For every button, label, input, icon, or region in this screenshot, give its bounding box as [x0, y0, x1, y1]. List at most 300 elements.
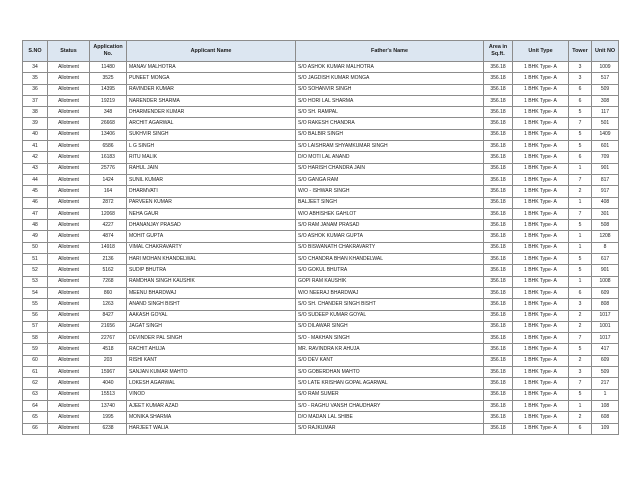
cell-status: Allotment: [48, 220, 90, 231]
cell-applicant-name: VIMAL CHAKRAVARTY: [127, 242, 296, 253]
cell-unit-no: 301: [592, 208, 619, 219]
cell-application-no: 14395: [90, 84, 127, 95]
cell-applicant-name: SUNIL KUMAR: [127, 174, 296, 185]
cell-unit-type: 1 BHK Type- A: [513, 333, 569, 344]
cell-unit-no: 808: [592, 299, 619, 310]
cell-sno: 64: [23, 400, 48, 411]
cell-applicant-name: SUKHVIR SINGH: [127, 129, 296, 140]
cell-status: Allotment: [48, 310, 90, 321]
cell-unit-type: 1 BHK Type- A: [513, 152, 569, 163]
cell-applicant-name: PARVEEN KUMAR: [127, 197, 296, 208]
cell-fathers-name: S/O RAKESH CHANDRA: [296, 118, 484, 129]
table-row: [23, 333, 619, 344]
cell-applicant-name: NEHA GAUR: [127, 208, 296, 219]
cell-applicant-name: RAVINDER KUMAR: [127, 84, 296, 95]
cell-fathers-name: S/O GANGA RAM: [296, 174, 484, 185]
table-row: [23, 73, 619, 84]
cell-status: Allotment: [48, 129, 90, 140]
cell-sno: 54: [23, 287, 48, 298]
cell-tower: 7: [569, 208, 592, 219]
cell-unit-type: 1 BHK Type- A: [513, 118, 569, 129]
cell-application-no: 4040: [90, 378, 127, 389]
cell-unit-type: 1 BHK Type- A: [513, 62, 569, 73]
cell-fathers-name: S/O LATE KRISHAN GOPAL AGARWAL: [296, 378, 484, 389]
cell-sno: 44: [23, 174, 48, 185]
cell-status: Allotment: [48, 107, 90, 118]
cell-sno: 63: [23, 389, 48, 400]
cell-tower: 2: [569, 355, 592, 366]
cell-area: 356.18: [484, 321, 513, 332]
cell-area: 356.18: [484, 287, 513, 298]
table-row: [23, 310, 619, 321]
cell-applicant-name: DHANANJAY PRASAD: [127, 220, 296, 231]
cell-unit-no: 117: [592, 107, 619, 118]
cell-status: Allotment: [48, 389, 90, 400]
cell-sno: 39: [23, 118, 48, 129]
cell-applicant-name: HARI MOHAN KHANDELWAL: [127, 254, 296, 265]
cell-area: 356.18: [484, 152, 513, 163]
cell-fathers-name: S/O ASHOK KUMAR MALHOTRA: [296, 62, 484, 73]
cell-application-no: 7268: [90, 276, 127, 287]
cell-unit-type: 1 BHK Type- A: [513, 400, 569, 411]
cell-sno: 46: [23, 197, 48, 208]
cell-status: Allotment: [48, 299, 90, 310]
cell-application-no: 12068: [90, 208, 127, 219]
cell-tower: 5: [569, 141, 592, 152]
cell-applicant-name: RISHI KANT: [127, 355, 296, 366]
cell-unit-no: 308: [592, 95, 619, 106]
cell-applicant-name: AAKASH GOYAL: [127, 310, 296, 321]
cell-fathers-name: S/O LAISHRAM SHYAMKUMAR SINGH: [296, 141, 484, 152]
cell-unit-type: 1 BHK Type- A: [513, 95, 569, 106]
cell-unit-no: 217: [592, 378, 619, 389]
table-row: [23, 265, 619, 276]
cell-tower: 6: [569, 95, 592, 106]
cell-application-no: 16183: [90, 152, 127, 163]
cell-tower: 6: [569, 152, 592, 163]
cell-area: 356.18: [484, 333, 513, 344]
cell-area: 356.18: [484, 231, 513, 242]
cell-unit-type: 1 BHK Type- A: [513, 174, 569, 185]
cell-area: 356.18: [484, 186, 513, 197]
cell-area: 356.18: [484, 62, 513, 73]
cell-tower: 1: [569, 163, 592, 174]
cell-application-no: 4227: [90, 220, 127, 231]
cell-area: 356.18: [484, 299, 513, 310]
cell-area: 356.18: [484, 197, 513, 208]
cell-application-no: 1995: [90, 412, 127, 423]
cell-applicant-name: JAGAT SINGH: [127, 321, 296, 332]
cell-applicant-name: SUDIP BHUTRA: [127, 265, 296, 276]
table-row: [23, 208, 619, 219]
table-row: [23, 367, 619, 378]
cell-sno: 61: [23, 367, 48, 378]
cell-area: 356.18: [484, 423, 513, 434]
cell-status: Allotment: [48, 367, 90, 378]
cell-tower: 6: [569, 287, 592, 298]
cell-area: 356.18: [484, 310, 513, 321]
cell-tower: 6: [569, 84, 592, 95]
cell-tower: 6: [569, 423, 592, 434]
cell-tower: 5: [569, 107, 592, 118]
cell-unit-type: 1 BHK Type- A: [513, 412, 569, 423]
cell-sno: 53: [23, 276, 48, 287]
cell-unit-no: 501: [592, 118, 619, 129]
table-row: [23, 84, 619, 95]
cell-status: Allotment: [48, 197, 90, 208]
cell-application-no: 1424: [90, 174, 127, 185]
cell-fathers-name: MR. RAVINDRA KR AHUJA: [296, 344, 484, 355]
cell-unit-no: 1009: [592, 62, 619, 73]
cell-status: Allotment: [48, 333, 90, 344]
cell-tower: 1: [569, 197, 592, 208]
cell-application-no: 25776: [90, 163, 127, 174]
cell-unit-no: 417: [592, 344, 619, 355]
cell-sno: 34: [23, 62, 48, 73]
cell-fathers-name: S/O JAGDISH KUMAR MONGA: [296, 73, 484, 84]
allotment-table: [22, 40, 619, 435]
cell-unit-type: 1 BHK Type- A: [513, 186, 569, 197]
header-status: Status: [48, 41, 90, 62]
cell-status: Allotment: [48, 276, 90, 287]
cell-sno: 60: [23, 355, 48, 366]
cell-area: 356.18: [484, 412, 513, 423]
cell-unit-no: 1001: [592, 321, 619, 332]
cell-application-no: 1263: [90, 299, 127, 310]
cell-area: 356.18: [484, 141, 513, 152]
table-row: [23, 400, 619, 411]
cell-status: Allotment: [48, 265, 90, 276]
cell-fathers-name: S/O - RAGHU VANSH CHAUDHARY: [296, 400, 484, 411]
cell-tower: 3: [569, 73, 592, 84]
cell-sno: 48: [23, 220, 48, 231]
cell-applicant-name: RACHIT AHUJA: [127, 344, 296, 355]
cell-tower: 7: [569, 378, 592, 389]
cell-application-no: 164: [90, 186, 127, 197]
cell-tower: 1: [569, 400, 592, 411]
cell-unit-type: 1 BHK Type- A: [513, 367, 569, 378]
cell-application-no: 4518: [90, 344, 127, 355]
cell-area: 356.18: [484, 208, 513, 219]
table-row: [23, 95, 619, 106]
cell-status: Allotment: [48, 344, 90, 355]
cell-tower: 7: [569, 118, 592, 129]
table-row: [23, 344, 619, 355]
cell-tower: 7: [569, 333, 592, 344]
cell-unit-type: 1 BHK Type- A: [513, 141, 569, 152]
cell-unit-type: 1 BHK Type- A: [513, 423, 569, 434]
cell-sno: 41: [23, 141, 48, 152]
cell-fathers-name: S/O RAM JANAM PRASAD: [296, 220, 484, 231]
cell-unit-type: 1 BHK Type- A: [513, 378, 569, 389]
cell-fathers-name: W/O - ISHWAR SINGH: [296, 186, 484, 197]
cell-area: 356.18: [484, 400, 513, 411]
cell-unit-type: 1 BHK Type- A: [513, 231, 569, 242]
table-row: [23, 62, 619, 73]
cell-unit-type: 1 BHK Type- A: [513, 163, 569, 174]
cell-application-no: 860: [90, 287, 127, 298]
cell-unit-no: 609: [592, 287, 619, 298]
cell-tower: 3: [569, 62, 592, 73]
cell-unit-type: 1 BHK Type- A: [513, 73, 569, 84]
cell-tower: 5: [569, 344, 592, 355]
cell-tower: 2: [569, 321, 592, 332]
cell-tower: 3: [569, 299, 592, 310]
table-row: [23, 276, 619, 287]
cell-application-no: 14918: [90, 242, 127, 253]
cell-tower: 5: [569, 129, 592, 140]
cell-unit-type: 1 BHK Type- A: [513, 321, 569, 332]
cell-fathers-name: BALJEET SINGH: [296, 197, 484, 208]
cell-applicant-name: PUNEET MONGA: [127, 73, 296, 84]
cell-sno: 59: [23, 344, 48, 355]
cell-unit-no: 1017: [592, 333, 619, 344]
cell-unit-type: 1 BHK Type- A: [513, 254, 569, 265]
cell-sno: 62: [23, 378, 48, 389]
table-row: [23, 152, 619, 163]
cell-status: Allotment: [48, 73, 90, 84]
table-row: [23, 389, 619, 400]
cell-status: Allotment: [48, 62, 90, 73]
cell-application-no: 26668: [90, 118, 127, 129]
cell-applicant-name: ARCHIT AGARWAL: [127, 118, 296, 129]
cell-area: 356.18: [484, 389, 513, 400]
cell-application-no: 6238: [90, 423, 127, 434]
cell-unit-no: 608: [592, 412, 619, 423]
cell-tower: 5: [569, 254, 592, 265]
cell-unit-no: 109: [592, 423, 619, 434]
cell-unit-type: 1 BHK Type- A: [513, 107, 569, 118]
cell-unit-type: 1 BHK Type- A: [513, 242, 569, 253]
cell-application-no: 19219: [90, 95, 127, 106]
cell-tower: 7: [569, 174, 592, 185]
cell-tower: 5: [569, 389, 592, 400]
cell-tower: 1: [569, 242, 592, 253]
cell-applicant-name: NARENDER SHARMA: [127, 95, 296, 106]
table-row: [23, 141, 619, 152]
cell-area: 356.18: [484, 276, 513, 287]
cell-unit-no: 617: [592, 254, 619, 265]
table-header-row: [23, 41, 619, 62]
header-fathers-name: Father's Name: [296, 41, 484, 62]
cell-unit-type: 1 BHK Type- A: [513, 265, 569, 276]
table-row: [23, 378, 619, 389]
cell-sno: 38: [23, 107, 48, 118]
cell-unit-no: 817: [592, 174, 619, 185]
cell-applicant-name: MONIKA SHARMA: [127, 412, 296, 423]
cell-sno: 45: [23, 186, 48, 197]
cell-unit-no: 509: [592, 367, 619, 378]
header-area: Area in Sq.ft.: [484, 41, 513, 62]
cell-fathers-name: S/O CHANDRA BHAN KHANDELWAL: [296, 254, 484, 265]
cell-applicant-name: MOHIT GUPTA: [127, 231, 296, 242]
cell-area: 356.18: [484, 254, 513, 265]
cell-fathers-name: S/O - MAKHAN SINGH: [296, 333, 484, 344]
cell-applicant-name: DEVINDER PAL SINGH: [127, 333, 296, 344]
cell-sno: 36: [23, 84, 48, 95]
cell-status: Allotment: [48, 208, 90, 219]
table-row: [23, 163, 619, 174]
cell-fathers-name: S/O HARISH CHANDRA JAIN: [296, 163, 484, 174]
cell-area: 356.18: [484, 129, 513, 140]
cell-applicant-name: VINOD: [127, 389, 296, 400]
cell-area: 356.18: [484, 163, 513, 174]
cell-application-no: 11480: [90, 62, 127, 73]
header-applicant-name: Applicant Name: [127, 41, 296, 62]
cell-sno: 52: [23, 265, 48, 276]
table-row: [23, 412, 619, 423]
table-row: [23, 321, 619, 332]
cell-unit-no: 509: [592, 84, 619, 95]
cell-unit-type: 1 BHK Type- A: [513, 84, 569, 95]
cell-area: 356.18: [484, 242, 513, 253]
cell-application-no: 3525: [90, 73, 127, 84]
cell-tower: 5: [569, 220, 592, 231]
cell-area: 356.18: [484, 84, 513, 95]
cell-area: 356.18: [484, 265, 513, 276]
table-row: [23, 129, 619, 140]
cell-unit-type: 1 BHK Type- A: [513, 220, 569, 231]
header-unit-type: Unit Type: [513, 41, 569, 62]
cell-sno: 40: [23, 129, 48, 140]
table-row: [23, 220, 619, 231]
cell-applicant-name: ANAND SINGH BISHT: [127, 299, 296, 310]
cell-sno: 65: [23, 412, 48, 423]
cell-fathers-name: S/O ASHOK KUMAR GUPTA: [296, 231, 484, 242]
cell-unit-type: 1 BHK Type- A: [513, 208, 569, 219]
cell-fathers-name: W/O ABHISHEK GAHLOT: [296, 208, 484, 219]
cell-application-no: 4874: [90, 231, 127, 242]
cell-unit-no: 709: [592, 152, 619, 163]
cell-application-no: 8427: [90, 310, 127, 321]
header-application-no: Application No.: [90, 41, 127, 62]
cell-status: Allotment: [48, 378, 90, 389]
cell-unit-type: 1 BHK Type- A: [513, 287, 569, 298]
cell-application-no: 2136: [90, 254, 127, 265]
cell-area: 356.18: [484, 344, 513, 355]
cell-unit-no: 1008: [592, 276, 619, 287]
table-row: [23, 242, 619, 253]
cell-sno: 42: [23, 152, 48, 163]
cell-area: 356.18: [484, 107, 513, 118]
cell-unit-type: 1 BHK Type- A: [513, 344, 569, 355]
cell-unit-no: 508: [592, 220, 619, 231]
cell-applicant-name: RAHUL JAIN: [127, 163, 296, 174]
cell-fathers-name: S/O SUDEEP KUMAR GOYAL: [296, 310, 484, 321]
cell-unit-no: 8: [592, 242, 619, 253]
cell-unit-no: 517: [592, 73, 619, 84]
cell-status: Allotment: [48, 287, 90, 298]
table-row: [23, 107, 619, 118]
cell-fathers-name: D/O MADAN LAL SHIBE: [296, 412, 484, 423]
cell-fathers-name: S/O BISWANATH CHAKRAVARTY: [296, 242, 484, 253]
cell-applicant-name: AJEET KUMAR AZAD: [127, 400, 296, 411]
cell-sno: 58: [23, 333, 48, 344]
cell-applicant-name: L G SINGH: [127, 141, 296, 152]
cell-tower: 1: [569, 231, 592, 242]
table-row: [23, 254, 619, 265]
cell-fathers-name: D/O MOTI LAL ANAND: [296, 152, 484, 163]
cell-unit-no: 408: [592, 197, 619, 208]
cell-area: 356.18: [484, 378, 513, 389]
cell-tower: 2: [569, 310, 592, 321]
cell-fathers-name: S/O RAJKUMAR: [296, 423, 484, 434]
table-row: [23, 355, 619, 366]
cell-applicant-name: RITU MALIK: [127, 152, 296, 163]
cell-status: Allotment: [48, 254, 90, 265]
table-row: [23, 186, 619, 197]
cell-sno: 49: [23, 231, 48, 242]
cell-fathers-name: S/O RAM SUMER: [296, 389, 484, 400]
cell-application-no: 22767: [90, 333, 127, 344]
cell-fathers-name: S/O GOBERDHAN MAHTO: [296, 367, 484, 378]
cell-application-no: 13740: [90, 400, 127, 411]
cell-unit-no: 901: [592, 265, 619, 276]
cell-unit-type: 1 BHK Type- A: [513, 355, 569, 366]
table-row: [23, 231, 619, 242]
cell-applicant-name: DHARMVATI: [127, 186, 296, 197]
cell-unit-no: 917: [592, 186, 619, 197]
cell-sno: 66: [23, 423, 48, 434]
cell-status: Allotment: [48, 84, 90, 95]
cell-tower: 5: [569, 265, 592, 276]
cell-unit-no: 901: [592, 163, 619, 174]
cell-fathers-name: S/O SH. CHANDER SINGH BISHT: [296, 299, 484, 310]
cell-fathers-name: S/O SOHANVIR SINGH: [296, 84, 484, 95]
cell-status: Allotment: [48, 231, 90, 242]
cell-sno: 57: [23, 321, 48, 332]
cell-tower: 2: [569, 412, 592, 423]
cell-status: Allotment: [48, 400, 90, 411]
cell-unit-no: 1: [592, 389, 619, 400]
cell-status: Allotment: [48, 423, 90, 434]
cell-sno: 56: [23, 310, 48, 321]
cell-applicant-name: HARJEET WALIA: [127, 423, 296, 434]
cell-sno: 47: [23, 208, 48, 219]
cell-status: Allotment: [48, 321, 90, 332]
cell-tower: 3: [569, 367, 592, 378]
cell-fathers-name: GOPI RAM KAUSHIK: [296, 276, 484, 287]
cell-unit-no: 601: [592, 141, 619, 152]
cell-sno: 35: [23, 73, 48, 84]
cell-fathers-name: S/O HORI LAL SHARMA: [296, 95, 484, 106]
table-row: [23, 423, 619, 434]
cell-applicant-name: SANJAN KUMAR MAHTO: [127, 367, 296, 378]
cell-unit-no: 609: [592, 355, 619, 366]
cell-status: Allotment: [48, 355, 90, 366]
cell-area: 356.18: [484, 367, 513, 378]
cell-application-no: 348: [90, 107, 127, 118]
cell-unit-type: 1 BHK Type- A: [513, 299, 569, 310]
cell-applicant-name: DHARMENDER KUMAR: [127, 107, 296, 118]
cell-fathers-name: S/O BALBIR SINGH: [296, 129, 484, 140]
cell-sno: 43: [23, 163, 48, 174]
cell-unit-type: 1 BHK Type- A: [513, 197, 569, 208]
cell-sno: 55: [23, 299, 48, 310]
table-row: [23, 299, 619, 310]
cell-fathers-name: S/O DILAWAR SINGH: [296, 321, 484, 332]
allotment-list: [22, 40, 619, 435]
cell-application-no: 21656: [90, 321, 127, 332]
cell-applicant-name: MANAV MALHOTRA: [127, 62, 296, 73]
cell-sno: 50: [23, 242, 48, 253]
cell-unit-type: 1 BHK Type- A: [513, 310, 569, 321]
cell-status: Allotment: [48, 412, 90, 423]
cell-area: 356.18: [484, 73, 513, 84]
cell-fathers-name: S/O GOKUL BHUTRA: [296, 265, 484, 276]
cell-application-no: 6586: [90, 141, 127, 152]
cell-unit-type: 1 BHK Type- A: [513, 389, 569, 400]
